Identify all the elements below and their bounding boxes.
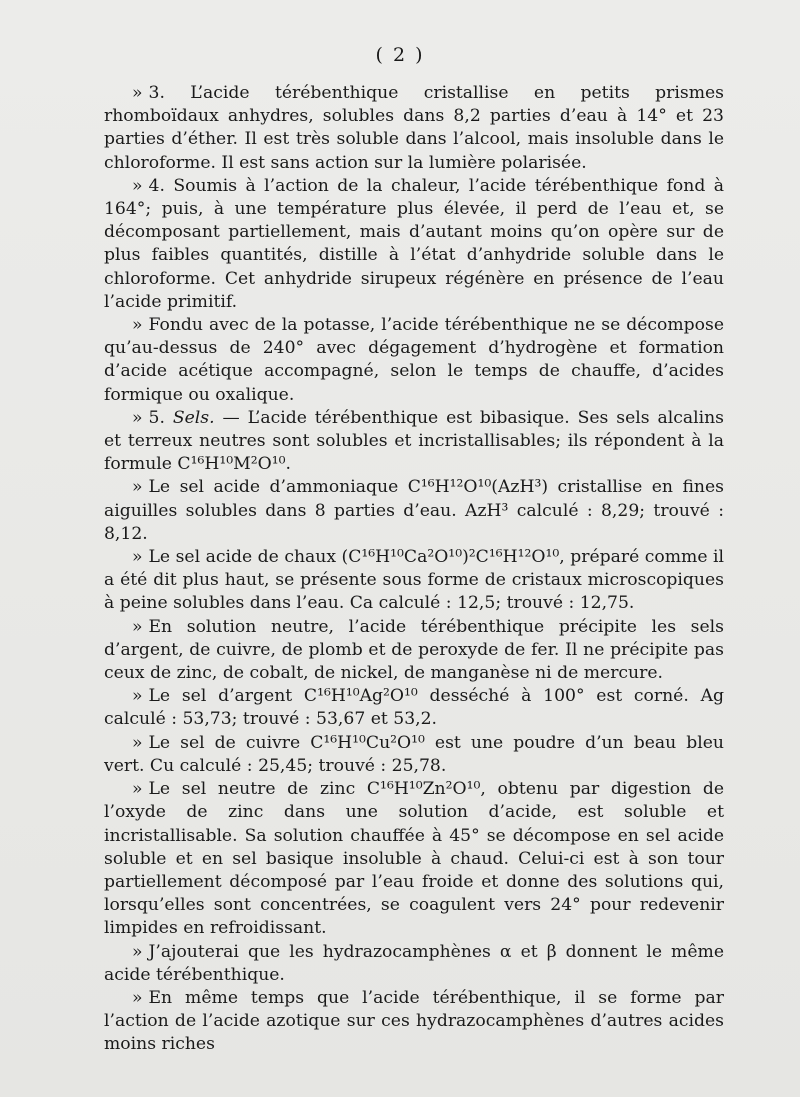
- guillemet-mark: »: [132, 616, 143, 637]
- paragraph-text: 3. L’acide térébenthique cristallise en petits prismes rhomboïdaux anhydres, solubles dans 8,2 parties d’eau à 14° et 23 parties d’éther. Il est très soluble dans l’alcool, mais insoluble dans le chloroforme. Il est sans action sur la lumière polarisée.: [104, 83, 724, 173]
- paragraph-other-acids: [104, 987, 724, 1057]
- paragraph-text: En même temps que l’acide térébenthique, il se forme par l’action de l’acide azotique sur ces hydrazocamphènes d’autres acides moins riches: [104, 987, 724, 1055]
- paragraph-5-salts: [104, 407, 724, 477]
- paragraph-copper-salt: [104, 732, 724, 778]
- paragraph-text: En solution neutre, l’acide térébenthique précipite les sels d’argent, de cuivre, de plomb et de peroxyde de fer. Il ne précipite pas ceux de zinc, de cobalt, de nickel, de manganèse ni de mercure.: [104, 616, 724, 684]
- paragraph-neutral-solution: [104, 616, 724, 686]
- page-number: ( 2 ): [375, 44, 425, 66]
- paragraph-text: Le sel de cuivre C¹⁶H¹⁰Cu²O¹⁰ est une poudre d’un beau bleu vert. Cu calculé : 25,45; trouvé : 25,78.: [104, 732, 724, 776]
- section-label-sels: Sels.: [172, 407, 215, 428]
- paragraph-text: 4. Soumis à l’action de la chaleur, l’acide térébenthique fond à 164°; puis, à une température plus élevée, il perd de l’eau et, se décomposant partiellement, mais d’autant moins qu’on opère sur de plus faibles quantités, distille à l’état d’anhydride soluble dans le chloroforme. Cet anhydride sirupeux régénère en présence de l’eau l’acide primitif.: [104, 175, 724, 312]
- paragraph-text: Le sel acide de chaux (C¹⁶H¹⁰Ca²O¹⁰)²C¹⁶H¹²O¹⁰, préparé comme il a été dit plus haut, se présente sous forme de cristaux microscopiques à peine solubles dans l’eau. Ca calculé : 12,5; trouvé : 12,75.: [104, 547, 724, 614]
- guillemet-mark: »: [132, 315, 143, 336]
- guillemet-mark: »: [132, 407, 143, 428]
- paragraph-text: J’ajouterai que les hydrazocamphènes α et β donnent le même acide térébenthique.: [104, 941, 724, 985]
- paragraph-text: — L’acide térébenthique est bibasique. Ses sels alcalins et terreux neutres sont solubles et incristallisables; ils répondent à la formule C¹⁶H¹⁰M²O¹⁰.: [104, 407, 724, 475]
- paragraph-zinc-salt: [104, 778, 724, 940]
- paragraph-text: Le sel neutre de zinc C¹⁶H¹⁰Zn²O¹⁰, obtenu par digestion de l’oxyde de zinc dans une solution d’acide, est soluble et incristallisable. Sa solution chauffée à 45° se décompose en sel acide soluble et en sel basique insoluble à chaud. Celui-ci est à son tour partiellement décomposé par l’eau froide et donne des solutions qui, lorsqu’elles sont concentrées, se coagulent vers 24° pour redevenir limpides en refroidissant.: [104, 779, 724, 939]
- guillemet-mark: »: [132, 987, 143, 1008]
- paragraph-text: Le sel d’argent C¹⁶H¹⁰Ag²O¹⁰ desséché à 100° est corné. Ag calculé : 53,73; trouvé : 53,67 et 53,2.: [104, 686, 724, 730]
- paragraph-silver-salt: [104, 685, 724, 731]
- guillemet-mark: »: [132, 941, 143, 962]
- body-text: [104, 82, 724, 1057]
- guillemet-mark: »: [132, 175, 143, 196]
- paragraph-4-heat: [104, 175, 724, 314]
- guillemet-mark: »: [132, 779, 143, 800]
- guillemet-mark: »: [132, 686, 143, 707]
- guillemet-mark: »: [132, 83, 143, 103]
- guillemet-mark: »: [132, 477, 143, 498]
- paragraph-3-crystallisation: [104, 82, 724, 175]
- paragraph-potash: [104, 314, 724, 407]
- paragraph-calcium-salt: [104, 546, 724, 616]
- guillemet-mark: »: [132, 732, 143, 753]
- paragraph-text: Fondu avec de la potasse, l’acide térébenthique ne se décompose qu’au-dessus de 240° avec dégagement d’hydrogène et formation d’acide acétique accompagné, selon le temps de chauffe, d’acides formique ou oxalique.: [104, 315, 724, 405]
- paragraph-lead: 5.: [148, 407, 173, 428]
- guillemet-mark: »: [132, 547, 143, 568]
- paragraph-hydrazocamphenes: [104, 941, 724, 987]
- paragraph-ammonium-salt: [104, 476, 724, 546]
- paragraph-text: Le sel acide d’ammoniaque C¹⁶H¹²O¹⁰(AzH³) cristallise en fines aiguilles solubles dans 8 parties d’eau. AzH³ calculé : 8,29; trouvé : 8,12.: [104, 477, 724, 544]
